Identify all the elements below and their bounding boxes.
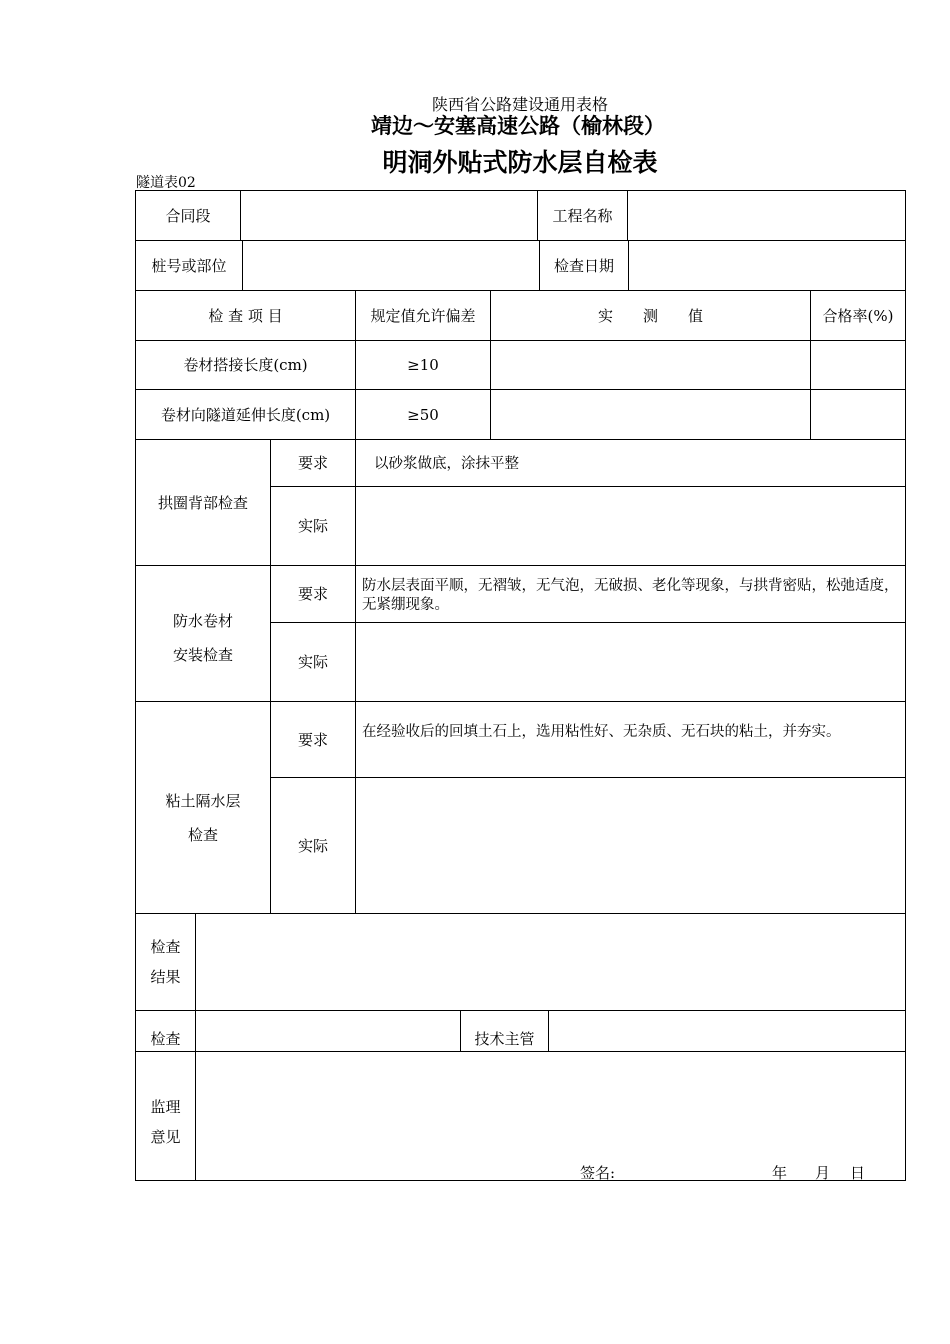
supervisor-opinion-label-line2: 意见 [150, 1128, 181, 1146]
measure-spec-overlap-length: ≥10 [407, 356, 439, 374]
section-title-membrane [136, 566, 270, 701]
requirement-text-arch-back: 以砂浆做底，涂抹平整 [374, 456, 519, 472]
measure-spec-extension-length: ≥50 [407, 405, 439, 424]
measured-value-field[interactable] [491, 341, 810, 389]
tech-supervisor-field[interactable] [549, 1011, 905, 1051]
station-value[interactable] [243, 241, 539, 290]
column-header-spec: 规定值允许偏差 [370, 306, 476, 325]
province-form-caption: 陕西省公路建设通用表格 [431, 95, 608, 114]
requirement-label: 要求 [297, 454, 328, 472]
pass-rate-field[interactable] [811, 390, 905, 439]
requirement-label: 要求 [297, 730, 328, 749]
station-label: 桩号或部位 [151, 256, 227, 275]
inspection-date-label: 检查日期 [553, 256, 614, 275]
column-header-measured: 实 测 值 [597, 306, 703, 325]
section-title-arch-back: 拱圈背部检查 [157, 493, 248, 512]
measure-item-overlap-length: 卷材搭接长度(cm) [183, 356, 308, 374]
requirement-text-clay: 在经验收后的回填土石上，选用粘性好、无杂质、无石块的粘土，并夯实。 [362, 724, 841, 740]
inspection-date-value[interactable] [629, 241, 905, 290]
actual-field-membrane[interactable] [356, 623, 905, 701]
section-title-clay [136, 702, 270, 913]
date-day-label: 日 [850, 1164, 866, 1182]
form-title: 明洞外贴式防水层自检表 [382, 148, 658, 177]
contract-section-label: 合同段 [165, 206, 211, 225]
inspector-label: 检查 [150, 1030, 181, 1048]
highway-project-title: 靖边～安塞高速公路（榆林段） [371, 114, 665, 138]
project-name-label: 工程名称 [552, 206, 613, 225]
inspection-result-field[interactable] [196, 914, 905, 1010]
requirement-text-membrane: 防水层表面平顺，无褶皱，无气泡，无破损、老化等现象，与拱背密贴，松弛适度，无紧绷现象。 [362, 578, 899, 613]
column-header-pass-rate: 合格率(%) [822, 306, 894, 325]
supervisor-opinion-label [136, 1052, 195, 1180]
section-title-clay-line1: 粘土隔水层 [165, 791, 241, 810]
section-title-clay-line2: 检查 [187, 825, 218, 844]
tech-supervisor-label: 技术主管 [474, 1030, 535, 1048]
measured-value-field[interactable] [491, 390, 810, 439]
inspection-result-label-line2: 结果 [150, 968, 181, 986]
signature-label: 签名: [580, 1164, 616, 1182]
actual-field-clay[interactable] [356, 778, 905, 913]
actual-label: 实际 [297, 653, 328, 671]
date-month-label: 月 [815, 1164, 831, 1182]
section-title-membrane-line2: 安装检查 [172, 645, 233, 664]
inspection-result-label [136, 914, 195, 1010]
measure-item-extension-length: 卷材向隧道延伸长度(cm) [160, 405, 331, 424]
column-header-item: 检 查 项 目 [208, 306, 283, 325]
pass-rate-field[interactable] [811, 341, 905, 389]
actual-field-arch-back[interactable] [356, 487, 905, 565]
supervisor-opinion-label-line1: 监理 [150, 1098, 181, 1116]
contract-section-value[interactable] [241, 191, 537, 240]
section-title-membrane-line1: 防水卷材 [172, 611, 233, 630]
actual-label: 实际 [297, 836, 328, 855]
date-year-label: 年 [772, 1164, 788, 1182]
inspector-field[interactable] [196, 1011, 460, 1051]
form-number: 隧道表02 [136, 175, 196, 191]
project-name-value[interactable] [628, 191, 905, 240]
actual-label: 实际 [297, 517, 328, 535]
requirement-label: 要求 [297, 585, 328, 603]
inspection-result-label-line1: 检查 [150, 938, 181, 956]
supervisor-opinion-field[interactable] [196, 1052, 905, 1156]
